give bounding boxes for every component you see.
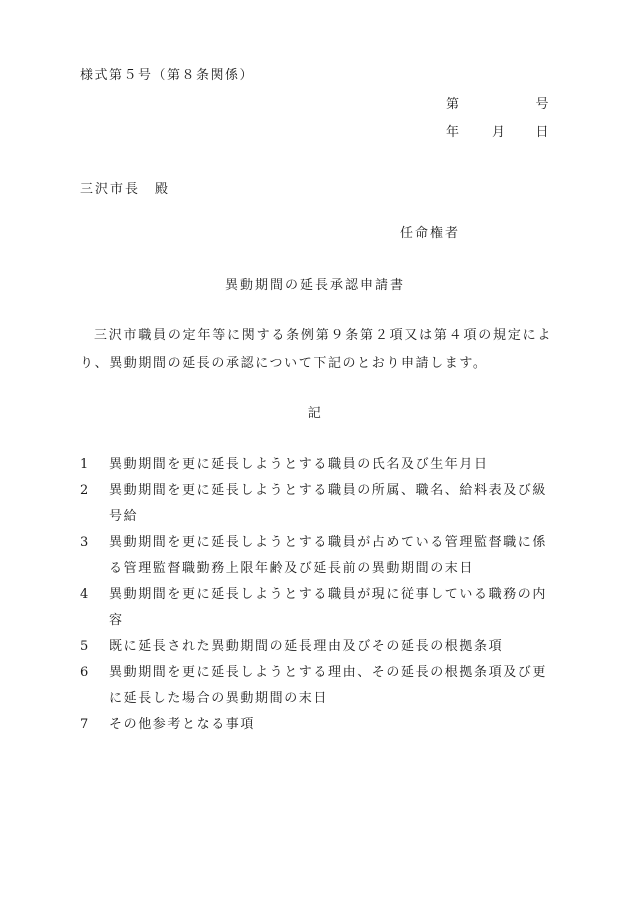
number-label-right: 号 xyxy=(535,97,550,112)
form-number: 様式第５号（第８条関係） xyxy=(80,68,255,83)
document-number xyxy=(446,93,550,111)
item-text: 異動期間を更に延長しようとする職員が占めている管理監督職に係る管理監督職勤務上限年齢及び延長前の異動期間の末日 xyxy=(109,535,548,576)
item-text: 異動期間を更に延長しようとする職員の所属、職名、給料表及び級号給 xyxy=(109,483,548,524)
addressee: 三沢市長 殿 xyxy=(80,182,171,197)
list-item xyxy=(80,530,552,582)
item-number: 7 xyxy=(80,717,90,732)
item-number: 2 xyxy=(80,483,90,498)
item-text: その他参考となる事項 xyxy=(109,717,256,732)
number-label-left: 第 xyxy=(446,97,461,112)
list-item xyxy=(80,452,552,478)
item-text: 既に延長された異動期間の延長理由及びその延長の根拠条項 xyxy=(109,639,504,654)
appointing-authority: 任命権者 xyxy=(400,226,461,241)
item-text: 異動期間を更に延長しようとする職員の氏名及び生年月日 xyxy=(109,457,489,472)
item-list xyxy=(80,452,552,738)
date-day: 日 xyxy=(535,125,550,140)
ki-heading: 記 xyxy=(307,406,323,421)
list-item xyxy=(80,634,552,660)
item-number: 4 xyxy=(80,587,90,602)
item-number: 6 xyxy=(80,665,90,680)
date-month: 月 xyxy=(492,125,507,140)
item-text: 異動期間を更に延長しようとする職員が現に従事している職務の内容 xyxy=(109,587,548,628)
document-date xyxy=(446,121,550,139)
list-item xyxy=(80,478,552,530)
item-text: 異動期間を更に延長しようとする理由、その延長の根拠条項及び更に延長した場合の異動期間の末日 xyxy=(109,665,548,706)
item-number: 5 xyxy=(80,639,90,654)
date-year: 年 xyxy=(446,125,461,140)
list-item xyxy=(80,660,552,712)
body-paragraph: 三沢市職員の定年等に関する条例第９条第２項又は第４項の規定により、異動期間の延長の承認について下記のとおり申請します。 xyxy=(80,328,552,371)
list-item xyxy=(80,582,552,634)
document-title: 異動期間の延長承認申請書 xyxy=(224,278,405,293)
item-number: 1 xyxy=(80,457,90,472)
list-item xyxy=(80,712,552,738)
item-number: 3 xyxy=(80,535,90,550)
